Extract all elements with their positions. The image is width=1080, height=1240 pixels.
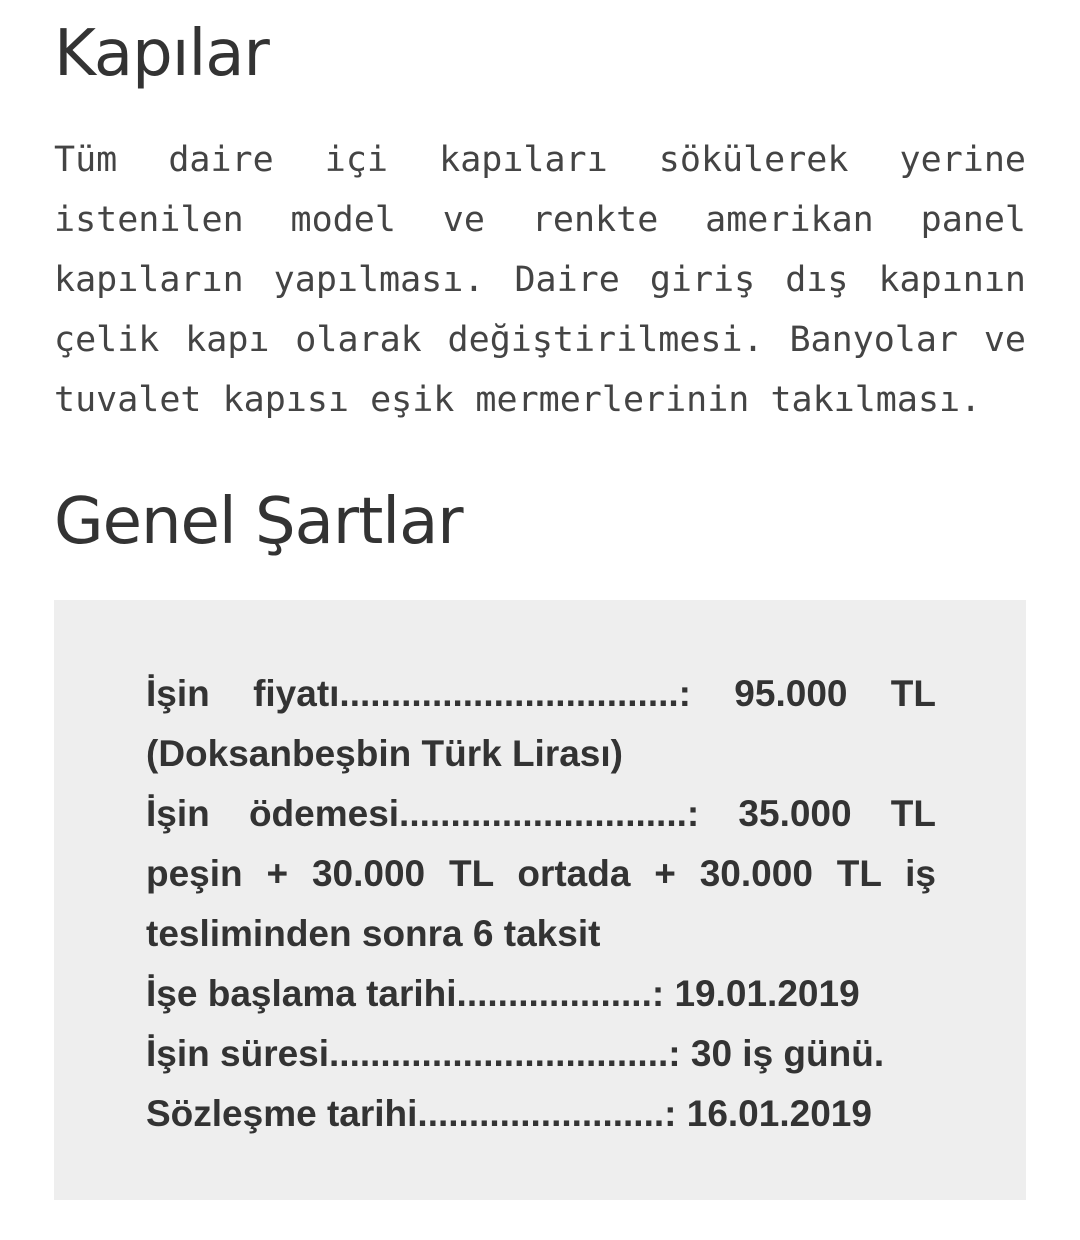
general-terms-text bbox=[146, 664, 936, 1144]
general-terms-title: Genel Şartlar bbox=[54, 485, 463, 559]
duration-line: İşin süresi.................................: 30 iş günü. bbox=[146, 1033, 885, 1074]
start-date-line: İşe başlama tarihi...................: 19.01.2019 bbox=[146, 973, 860, 1014]
doors-description: Tüm daire içi kapıları sökülerek yerine istenilen model ve renkte amerikan panel kapıların yapılması. Daire giriş dış kapının çelik kapı olarak değiştirilmesi. Banyolar ve tuvalet kapısı eşik mermerlerinin takılması. bbox=[54, 140, 1026, 420]
general-terms-box bbox=[54, 600, 1026, 1200]
contract-date-line: Sözleşme tarihi........................: 16.01.2019 bbox=[146, 1093, 872, 1134]
price-line: İşin fiyatı.................................: 95.000 TL (Doksanbeşbin Türk Lirası) bbox=[146, 673, 936, 774]
doors-section-title: Kapılar bbox=[54, 17, 269, 91]
payment-line: İşin ödemesi............................: 35.000 TL peşin + 30.000 TL ortada + 30.000 TL iş tesliminden sonra 6 taksit bbox=[146, 793, 936, 954]
